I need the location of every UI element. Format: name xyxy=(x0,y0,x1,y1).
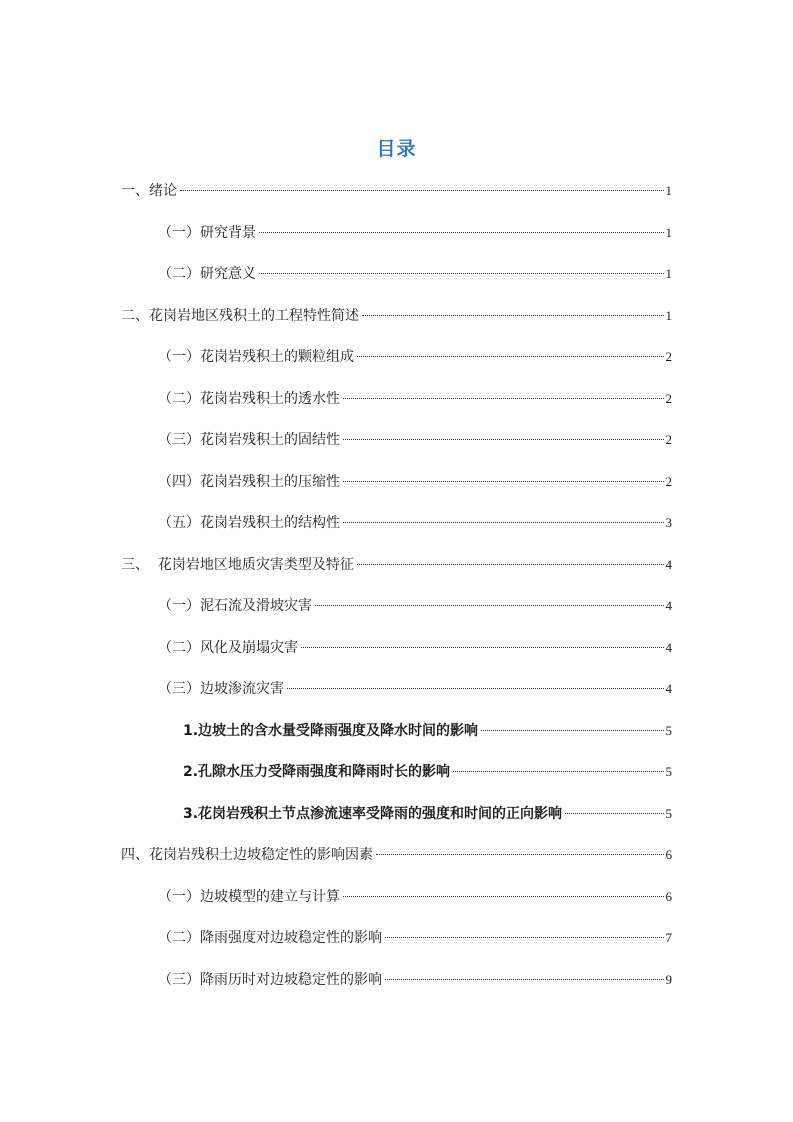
toc-page-number: 2 xyxy=(665,473,672,489)
toc-page-number: 4 xyxy=(665,639,672,655)
toc-page-number: 5 xyxy=(665,805,672,821)
toc-page-number: 1 xyxy=(665,307,672,323)
toc-entry[interactable] xyxy=(121,589,672,631)
toc-entry[interactable] xyxy=(121,216,672,258)
toc-entry-text: （三）花岗岩残积土的固结性 xyxy=(158,432,340,448)
toc-entry-text: 二、花岗岩地区残积土的工程特性简述 xyxy=(121,307,359,324)
toc-entry[interactable] xyxy=(121,174,672,216)
toc-entry-text: （一）泥石流及滑坡灾害 xyxy=(158,598,312,614)
toc-entry-text: （二）花岗岩残积土的透水性 xyxy=(158,390,340,407)
toc-entry-text: （三）降雨历时对边坡稳定性的影响 xyxy=(158,971,382,988)
toc-entry[interactable] xyxy=(121,838,672,880)
toc-page-number: 4 xyxy=(665,681,672,696)
toc-entry[interactable] xyxy=(121,631,672,673)
toc-page-number: 1 xyxy=(665,224,672,240)
dot-leader xyxy=(343,522,664,523)
toc-entry[interactable] xyxy=(121,921,672,963)
toc-page-number: 9 xyxy=(665,971,672,987)
toc-title: 目录 xyxy=(376,138,417,160)
toc-page-number: 4 xyxy=(665,598,672,613)
toc-entry-text: （一）研究背景 xyxy=(158,224,256,241)
dot-leader xyxy=(287,688,664,689)
dot-leader xyxy=(259,232,664,233)
toc-page-number: 1 xyxy=(665,266,672,281)
toc-entry[interactable] xyxy=(121,423,672,465)
toc-entry[interactable] xyxy=(121,755,672,797)
toc-page-number: 2 xyxy=(665,349,672,364)
toc-page-number: 5 xyxy=(665,722,672,738)
toc-entry[interactable] xyxy=(121,506,672,548)
dot-leader xyxy=(357,564,664,565)
toc-entry-text: 一、绪论 xyxy=(121,183,177,199)
toc-entry[interactable] xyxy=(121,299,672,341)
toc-entry[interactable] xyxy=(121,465,672,507)
toc-entry-text: 2.孔隙水压力受降雨强度和降雨时长的影响 xyxy=(183,764,451,780)
dot-leader xyxy=(385,937,664,938)
toc-page-number: 2 xyxy=(665,390,672,406)
toc-entry-text: 三、 花岗岩地区地质灾害类型及特征 xyxy=(121,556,354,573)
dot-leader xyxy=(259,273,664,274)
toc-entry[interactable] xyxy=(121,672,672,714)
dot-leader xyxy=(343,896,664,897)
toc-page-number: 6 xyxy=(665,888,672,904)
toc-entry-text: （一）花岗岩残积土的颗粒组成 xyxy=(158,349,354,365)
toc-entry-text: （三）边坡渗流灾害 xyxy=(158,681,284,697)
toc-entry-text: （二）降雨强度对边坡稳定性的影响 xyxy=(158,930,382,946)
toc-entry[interactable] xyxy=(121,880,672,922)
toc-page-number: 1 xyxy=(665,183,672,198)
toc-page-number: 6 xyxy=(665,847,672,862)
dot-leader xyxy=(343,398,664,399)
toc-entry[interactable] xyxy=(121,714,672,756)
dot-leader xyxy=(362,315,664,316)
toc-page-number: 4 xyxy=(665,556,672,572)
toc-entry-text: （一）边坡模型的建立与计算 xyxy=(158,888,340,905)
dot-leader xyxy=(343,439,664,440)
dot-leader xyxy=(385,979,664,980)
dot-leader xyxy=(315,605,664,606)
toc-entry[interactable] xyxy=(121,257,672,299)
dot-leader xyxy=(565,813,663,814)
dot-leader xyxy=(357,356,664,357)
toc-entry[interactable] xyxy=(121,548,672,590)
toc-entry-text: （二）风化及崩塌灾害 xyxy=(158,639,298,656)
dot-leader xyxy=(301,647,664,648)
toc-entry-text: （四）花岗岩残积土的压缩性 xyxy=(158,473,340,490)
dot-leader xyxy=(453,771,663,772)
dot-leader xyxy=(376,854,664,855)
dot-leader xyxy=(481,730,663,731)
toc-page-number: 7 xyxy=(665,930,672,945)
table-of-contents xyxy=(121,174,672,1004)
toc-entry-text: 1.边坡土的含水量受降雨强度及降水时间的影响 xyxy=(183,722,479,739)
toc-entry-text: 四、花岗岩残积土边坡稳定性的影响因素 xyxy=(121,847,373,863)
toc-entry-text: （五）花岗岩残积土的结构性 xyxy=(158,515,340,531)
toc-page-number: 2 xyxy=(665,432,672,447)
toc-entry[interactable] xyxy=(121,963,672,1005)
dot-leader xyxy=(343,481,664,482)
toc-entry[interactable] xyxy=(121,340,672,382)
dot-leader xyxy=(180,190,664,191)
toc-entry[interactable] xyxy=(121,382,672,424)
toc-entry-text: 3.花岗岩残积土节点渗流速率受降雨的强度和时间的正向影响 xyxy=(183,805,563,822)
toc-entry-text: （二）研究意义 xyxy=(158,266,256,282)
toc-page-number: 5 xyxy=(665,764,672,779)
toc-page-number: 3 xyxy=(665,515,672,530)
toc-entry[interactable] xyxy=(121,797,672,839)
